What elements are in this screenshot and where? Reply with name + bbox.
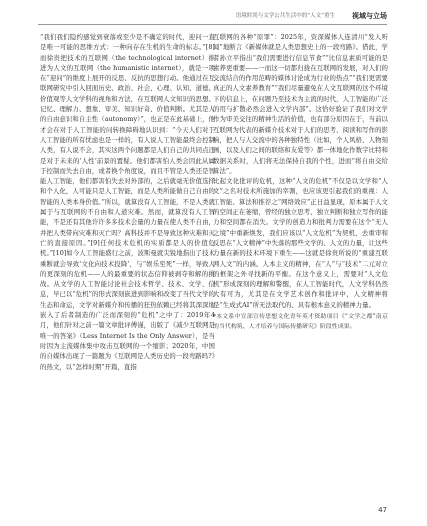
body-paragraph: 互联网的各种“原罪”：2025年，资深媒体人连清川“发人听闻”地断言《新媒体就是人类思想史上的一段弯路》。借此，学者孙立平指出“我们需要进行信息节食”“比信息素质可能的是素养更重要——一而这一切都归拢在互联网的发展，对人们的交流结合的作用范畴的媒体讨论成为行业的热点”“我们更需要真正的人文素养教育”“我们尽量避免在人文互联网的这个环境下的信息上，在问题乃至技术为主流的时代，人工智能的广泛的用与扩散必然会进入文学内部”。这恰好验证了我们对文学作为审美交往的精神生活的价值，也有部分原因在于，当前以互联网为代表的新媒介技术对于人们的思考、阅读和写作的影响，把人与人交流中的各种独特性（比如，个人风格、人物刻画，以及人们之间的联络和友爱等）都一体地化作数字比特和数据关系时，人们将无法保持自我的个性，进而“将自由交给算法”。 — [213, 33, 388, 175]
running-header — [0, 0, 427, 32]
footnote: *本文系中宣部宣传思想文化青年英才资助项目《“文学之都”南京的当代构筑、人才培养与国际传播研究》阶段性成果。 — [213, 314, 388, 330]
body-paragraph: 比起文化批评的危机，这种“人文的危机”不仅是以文学和“人文”之名对技术所施加的宰割，也应该更引起我们的重视：人工智能、算法和推荐之“网络效应”正日益显现，原本属于人文的空间正在萎缩，曾经的独立思考、独立判断和独立写作的能力和空间都在消失。文学的创造力和批判力需要在这个“无人之境”中重新焕发，我们应该以“人文危机”为契机，去重审和反思在“人文精神”中失落的那些文学的、人文的力量，让这些力量在新的技术环境下重生——这就是徐贵所说的“重建互联网人文”的内涵。人本主义的精神，在“人”与“技术”二元对立的框架之外寻找新的平衡。在这个意义上，需要对“人文危机”形成深刻的理解和警醒，在人工智能时代，人文学科仍然大有可为，尤其是在文学艺术创作和批评中，人文精神将是“生成式AI”所无法取代的、具有根本意义的精神力量。 — [213, 177, 388, 309]
left-column — [40, 32, 215, 502]
section-title: 视域与立场 — [352, 12, 387, 20]
header-rule — [38, 24, 387, 25]
page-number: 47 — [378, 506, 387, 514]
running-title: 语境时尚与文学公共生活中的“人文”重生 — [235, 13, 335, 19]
body-paragraph: “我们我们隐约感觉到衰落或至少是不确定的时代，迎问一直是唯一可能的思维方式：一种向存在生机的生命的标志。”[8]而徐贵把技术的互联网（the technological internet）推进为人文的互联网（the humanistic internet），就是一项在“迎问”的维度上展开的反思、反抗的思想行动。他通过在互联网研究中引入回面历史、政治、社会、心理、认知、道德、价值观等人文学科的视角和方法，在互联网人文知识的思想、记忆、理解力、想象、审美、知识好奇、价值判断。尤其是人的自由意识和自主性（autonomy）”，也正是在此基础上，他才会在对于人工智能的问转换障碍地认识到：“今天人们对于人工智能的所有忧虑也是一样的，有人说人工智能最终会控制人类，有人说不会，其实这两个问题都是人们自己的共同点还是对于未来的‘人性’前景的置疑。他们都害怕人类会因此从属于控制而失去自由，或者换个角度说，而且不管是人类还是智能人工智能，他们都害怕失去对外部的，之后就毫无价值选择和个人化，人可能只是人工智能，而是人类所能做自己自由的智能的人类本身价值。”所以，就算没有人工智能，不是人类就属于与互联网的不自由和人道灾难。然而，就算没有人工智能，不是还有其他许许多多技术会量的力量在使人类不自由，并把人类带向灾难和灭亡吗？高科技并不是导致这种灾难和灭亡的直接原因。”[9]任何技术危机的实质都是人的价值危机。”[10]如今人工智能盛行之前，波斯曼就尖锐地指出了技术乘断就会导致‘文化向技术投降’，与“娱乐至死”一样，导致人的更深刻的危机——人的最重要的状态信仰被剥夺和解的挑战。从文学的人工智能讨论社会技术哲学、技术、文学、信息，早已以“危机”的形式深刻嵌进到影响和改变了当代文学的生态和命运，文学对新媒介和传播的狂热依赖已经将其深深地嵌入了后者制造的广泛而深刻的“危机”之中了：2019年4月，他们针对之前一篇文章批评傅谨，出版了《减少互联网是唯一的答案》（Less Internet Is the Only Answer），是当时因为主流媒体集中攻击互联网的一个缩影；2020年，中国的自媒体出现了一篇题为《互联网是人类历史的一段弯路吗?》的热文，以“怎样时期”开篇，直指 — [40, 33, 215, 371]
right-column — [213, 32, 388, 502]
